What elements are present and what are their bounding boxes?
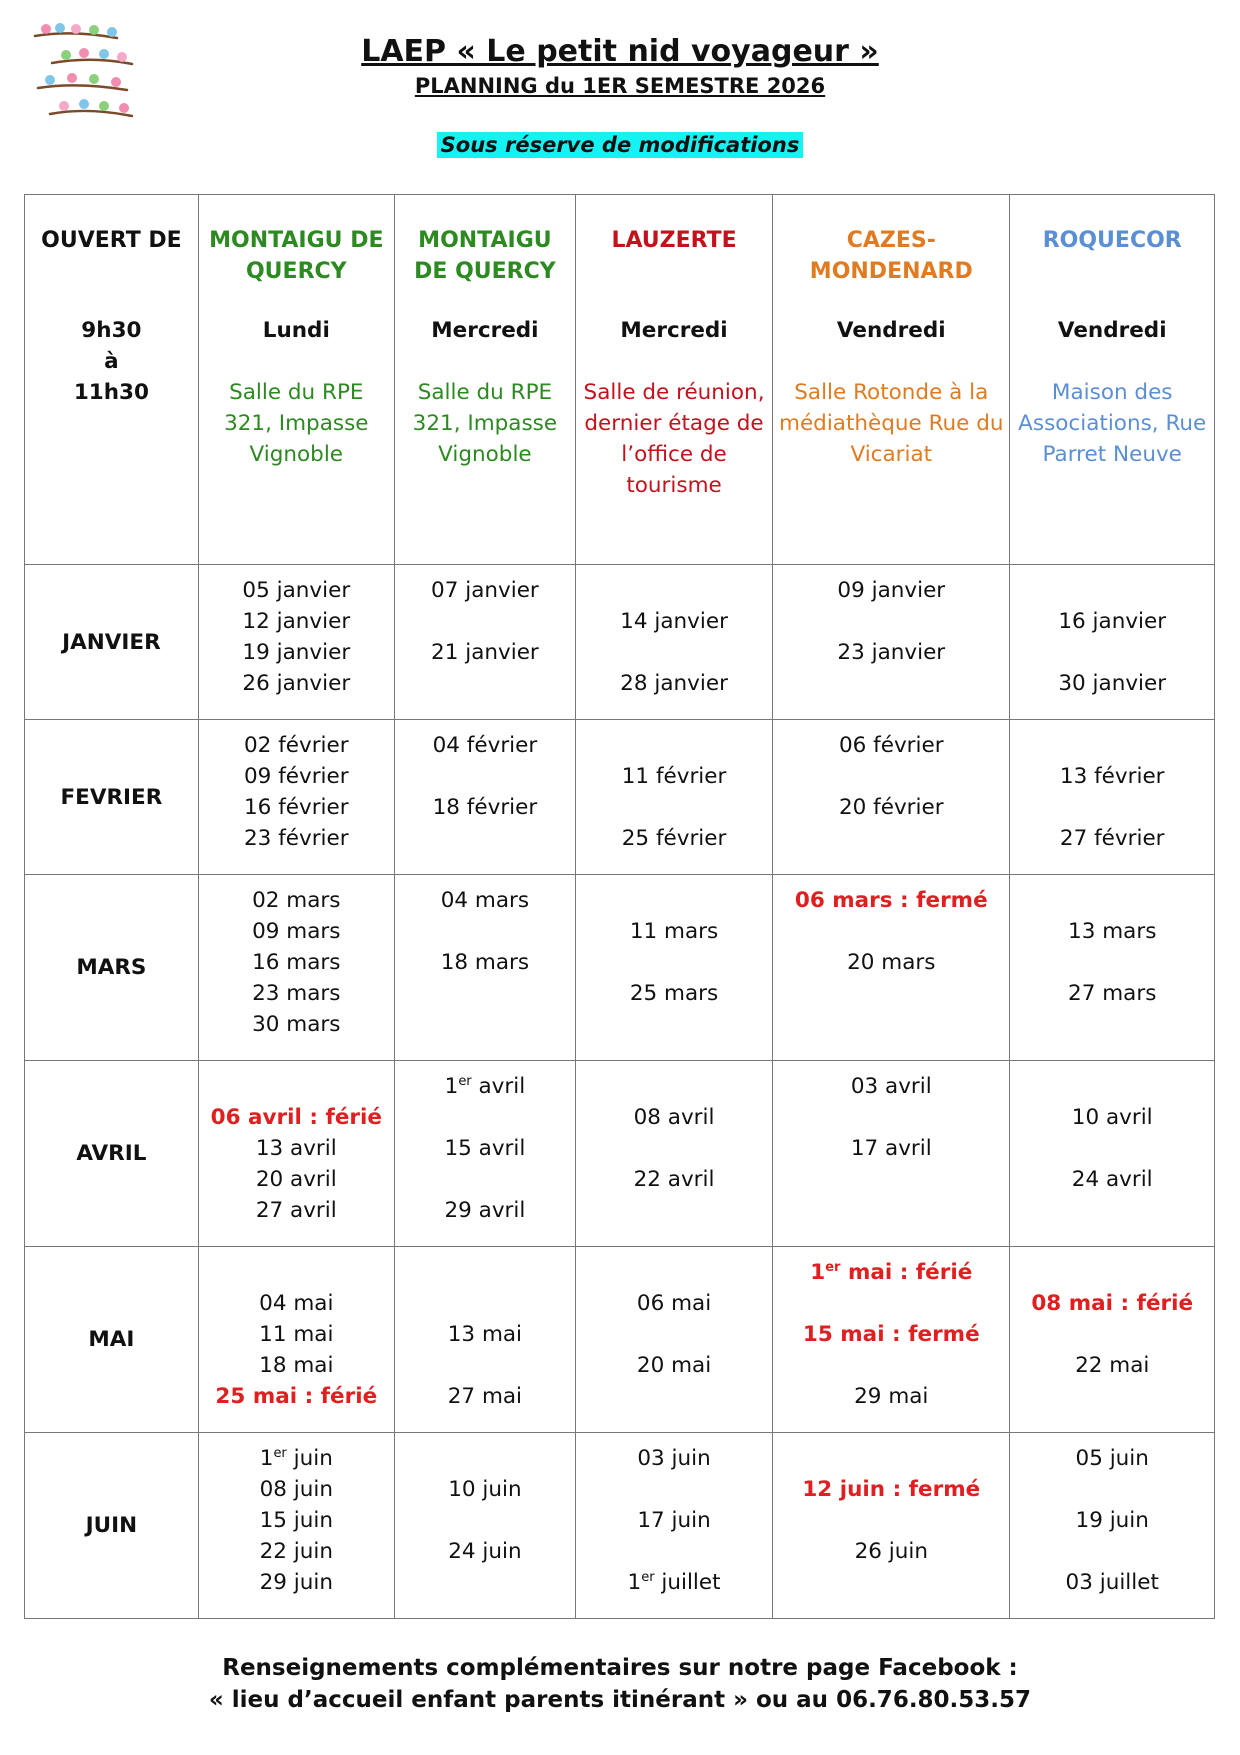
date-entry: 20 mai [636, 1353, 712, 1378]
date-entry: 1er avril [444, 1073, 526, 1099]
date-entry: 27 mars [1068, 981, 1157, 1006]
month-row [25, 1247, 1215, 1433]
date-entry: 25 mai : férié [215, 1384, 378, 1409]
spacer-line [1014, 1536, 1210, 1567]
column-header [576, 195, 773, 565]
date-entry: 14 janvier [620, 609, 728, 634]
month-label: MAI [88, 1327, 135, 1352]
date-cell [394, 720, 575, 875]
date-entry: 13 avril [255, 1136, 337, 1161]
date-entry: 12 janvier [242, 609, 351, 634]
date-entry: 27 avril [255, 1198, 337, 1223]
date-entry: 28 janvier [620, 671, 728, 696]
month-row [25, 875, 1215, 1061]
spacer-line [580, 1536, 768, 1567]
document-title: LAEP « Le petit nid voyageur » [361, 34, 879, 69]
date-entry: 11 mars [629, 919, 719, 944]
spacer-line [399, 1164, 571, 1195]
spacer-line [580, 1319, 768, 1350]
date-entry: 20 avril [255, 1167, 337, 1192]
footer-line-1: Renseignements complémentaires sur notre page Facebook : [222, 1655, 1018, 1681]
date-entry: 03 avril [850, 1074, 932, 1099]
spacer-line [580, 1257, 768, 1288]
column-day: Mercredi [620, 318, 728, 343]
date-entry: 10 juin [448, 1477, 522, 1502]
column-location-name: MONTAIGU DE QUERCY [209, 228, 384, 284]
date-entry: 05 janvier [242, 578, 351, 603]
column-day: Lundi [262, 318, 330, 343]
spacer-line [580, 637, 768, 668]
date-entry: 24 avril [1071, 1167, 1153, 1192]
spacer-line [203, 1071, 390, 1102]
spacer-line [399, 606, 571, 637]
column-place: Salle du RPE 321, Impasse Vignoble [412, 380, 558, 467]
date-entry: 04 février [432, 733, 538, 758]
date-entry: 16 mars [252, 950, 341, 975]
date-cell [198, 720, 394, 875]
date-entry: 16 février [244, 795, 349, 820]
date-cell [773, 1433, 1010, 1619]
spacer-line [777, 1102, 1005, 1133]
column-header [1010, 195, 1215, 565]
date-entry: 11 mai [259, 1322, 334, 1347]
date-entry: 06 mars : fermé [794, 888, 988, 913]
spacer-line [399, 761, 571, 792]
date-entry: 23 mars [252, 981, 341, 1006]
column-day: Vendredi [1057, 318, 1167, 343]
spacer-line [1014, 885, 1210, 916]
date-cell [576, 1061, 773, 1247]
column-location-name: ROQUECOR [1042, 228, 1182, 253]
date-entry: 20 février [838, 795, 944, 820]
date-cell [773, 1061, 1010, 1247]
date-entry: 23 février [244, 826, 349, 851]
month-label-cell [25, 565, 199, 720]
date-cell [394, 565, 575, 720]
date-cell [1010, 875, 1215, 1061]
date-entry: 30 janvier [1058, 671, 1167, 696]
date-cell [1010, 1247, 1215, 1433]
opening-hours-cell [25, 195, 199, 565]
date-entry: 13 mars [1068, 919, 1157, 944]
date-entry: 13 mai [447, 1322, 523, 1347]
date-entry: 08 juin [259, 1477, 333, 1502]
month-label: MARS [76, 955, 147, 980]
date-entry: 19 janvier [242, 640, 351, 665]
date-cell [773, 565, 1010, 720]
date-entry: 21 janvier [431, 640, 539, 665]
column-header [773, 195, 1010, 565]
date-entry: 29 avril [444, 1198, 526, 1223]
date-entry: 22 mai [1075, 1353, 1150, 1378]
spacer-line [399, 1443, 571, 1474]
date-cell [394, 1433, 575, 1619]
date-entry: 24 juin [448, 1539, 522, 1564]
date-entry: 1er juillet [627, 1569, 721, 1595]
month-row [25, 1061, 1215, 1247]
date-cell [198, 565, 394, 720]
opening-sep: à [104, 349, 119, 374]
notice-banner: Sous réserve de modifications [437, 132, 804, 158]
column-day: Vendredi [836, 318, 946, 343]
spacer-line [1014, 1319, 1210, 1350]
date-cell [576, 720, 773, 875]
date-entry: 16 janvier [1058, 609, 1167, 634]
spacer-line [580, 947, 768, 978]
month-label-cell [25, 720, 199, 875]
date-entry: 04 mars [440, 888, 530, 913]
date-cell [773, 1247, 1010, 1433]
spacer-line [399, 1505, 571, 1536]
date-entry: 12 juin : fermé [802, 1477, 981, 1502]
column-place: Salle Rotonde à la médiathèque Rue du Vicariat [779, 380, 1004, 467]
date-entry: 26 juin [854, 1539, 928, 1564]
date-cell [1010, 720, 1215, 875]
date-entry: 09 février [244, 764, 349, 789]
date-cell [1010, 1061, 1215, 1247]
date-cell [394, 1061, 575, 1247]
date-entry: 13 février [1059, 764, 1165, 789]
date-entry: 15 juin [259, 1508, 333, 1533]
date-entry: 06 mai [636, 1291, 712, 1316]
date-entry: 11 février [621, 764, 727, 789]
spacer-line [399, 1102, 571, 1133]
date-entry: 08 avril [633, 1105, 715, 1130]
date-cell [1010, 565, 1215, 720]
date-cell [773, 720, 1010, 875]
date-cell [198, 1061, 394, 1247]
spacer-line [777, 1288, 1005, 1319]
date-entry: 27 mai [447, 1384, 523, 1409]
month-row [25, 1433, 1215, 1619]
spacer-line [1014, 730, 1210, 761]
date-entry: 02 février [244, 733, 349, 758]
date-entry: 06 avril : férié [210, 1105, 382, 1130]
date-entry: 15 mai : fermé [802, 1322, 980, 1347]
month-label: JUIN [85, 1513, 138, 1538]
date-cell [198, 1247, 394, 1433]
spacer-line [777, 1443, 1005, 1474]
opening-label: OUVERT DE [41, 228, 182, 253]
spacer-line [1014, 1257, 1210, 1288]
spacer-line [399, 1288, 571, 1319]
column-header [394, 195, 575, 565]
month-label-cell [25, 1433, 199, 1619]
spacer-line [1014, 1474, 1210, 1505]
column-place: Salle du RPE 321, Impasse Vignoble [224, 380, 369, 467]
document-subtitle: PLANNING du 1ER SEMESTRE 2026 [414, 74, 826, 98]
date-entry: 09 mars [252, 919, 341, 944]
spacer-line [777, 1350, 1005, 1381]
month-label: FEVRIER [60, 784, 163, 810]
spacer-line [1014, 1071, 1210, 1102]
month-label: JANVIER [62, 629, 161, 655]
column-header [198, 195, 394, 565]
spacer-line [777, 761, 1005, 792]
date-entry: 05 juin [1075, 1446, 1149, 1471]
date-cell [576, 565, 773, 720]
spacer-line [399, 916, 571, 947]
spacer-line [580, 730, 768, 761]
spacer-line [580, 1133, 768, 1164]
date-entry: 08 mai : férié [1031, 1291, 1194, 1316]
date-entry: 15 avril [444, 1136, 526, 1161]
date-entry: 26 janvier [242, 671, 351, 696]
date-cell [1010, 1433, 1215, 1619]
date-cell [198, 875, 394, 1061]
date-entry: 23 janvier [837, 640, 946, 665]
date-entry: 18 février [432, 795, 538, 820]
spacer-line [399, 1350, 571, 1381]
date-entry: 19 juin [1075, 1508, 1149, 1533]
date-entry: 07 janvier [431, 578, 539, 603]
spacer-line [580, 1474, 768, 1505]
date-entry: 17 avril [850, 1136, 932, 1161]
column-location-name: LAUZERTE [611, 228, 737, 253]
date-entry: 25 février [621, 826, 727, 851]
month-label: AVRIL [76, 1141, 147, 1166]
months-body [25, 565, 1215, 1619]
date-entry: 10 avril [1071, 1105, 1153, 1130]
footer-line-2: « lieu d’accueil enfant parents itinérant » ou au 06.76.80.53.57 [208, 1687, 1032, 1713]
opening-from: 9h30 [81, 318, 142, 343]
month-label-cell [25, 1247, 199, 1433]
column-day: Mercredi [431, 318, 539, 343]
spacer-line [580, 1071, 768, 1102]
date-entry: 22 avril [633, 1167, 715, 1192]
spacer-line [203, 1257, 390, 1288]
month-label-cell [25, 1061, 199, 1247]
date-entry: 18 mars [440, 950, 530, 975]
column-location-name: CAZES-MONDENARD [809, 228, 973, 284]
date-entry: 22 juin [259, 1539, 333, 1564]
column-place: Salle de réunion, dernier étage de l’office de tourisme [583, 380, 765, 498]
spacer-line [1014, 1133, 1210, 1164]
date-cell [773, 875, 1010, 1061]
date-cell [576, 1433, 773, 1619]
date-entry: 29 mai [854, 1384, 929, 1409]
spacer-line [777, 916, 1005, 947]
date-entry: 20 mars [847, 950, 936, 975]
date-entry: 29 juin [259, 1570, 333, 1595]
spacer-line [1014, 575, 1210, 606]
column-location-name: MONTAIGU DE QUERCY [414, 228, 556, 284]
spacer-line [399, 1257, 571, 1288]
spacer-line [777, 1505, 1005, 1536]
month-row [25, 720, 1215, 875]
spacer-line [1014, 947, 1210, 978]
planning-table [24, 194, 1215, 1619]
date-cell [394, 875, 575, 1061]
date-entry: 17 juin [637, 1508, 711, 1533]
date-cell [394, 1247, 575, 1433]
date-cell [576, 875, 773, 1061]
date-cell [576, 1247, 773, 1433]
date-entry: 03 juin [637, 1446, 711, 1471]
footer-info [0, 1652, 1240, 1716]
date-entry: 1er juin [259, 1445, 333, 1471]
date-entry: 18 mai [259, 1353, 334, 1378]
spacer-line [580, 575, 768, 606]
header-row [25, 195, 1215, 565]
spacer-line [777, 606, 1005, 637]
spacer-line [1014, 792, 1210, 823]
date-entry: 02 mars [252, 888, 341, 913]
column-place: Maison des Associations, Rue Parret Neuve [1018, 380, 1207, 467]
spacer-line [580, 885, 768, 916]
month-row [25, 565, 1215, 720]
date-entry: 30 mars [252, 1012, 341, 1037]
date-entry: 25 mars [629, 981, 719, 1006]
date-entry: 03 juillet [1065, 1570, 1159, 1595]
date-cell [198, 1433, 394, 1619]
date-entry: 27 février [1059, 826, 1165, 851]
date-entry: 06 février [838, 733, 944, 758]
date-entry: 09 janvier [837, 578, 946, 603]
date-entry: 04 mai [259, 1291, 334, 1316]
spacer-line [1014, 637, 1210, 668]
opening-to: 11h30 [73, 380, 149, 405]
month-label-cell [25, 875, 199, 1061]
spacer-line [580, 792, 768, 823]
date-entry: 1er mai : férié [810, 1259, 973, 1285]
